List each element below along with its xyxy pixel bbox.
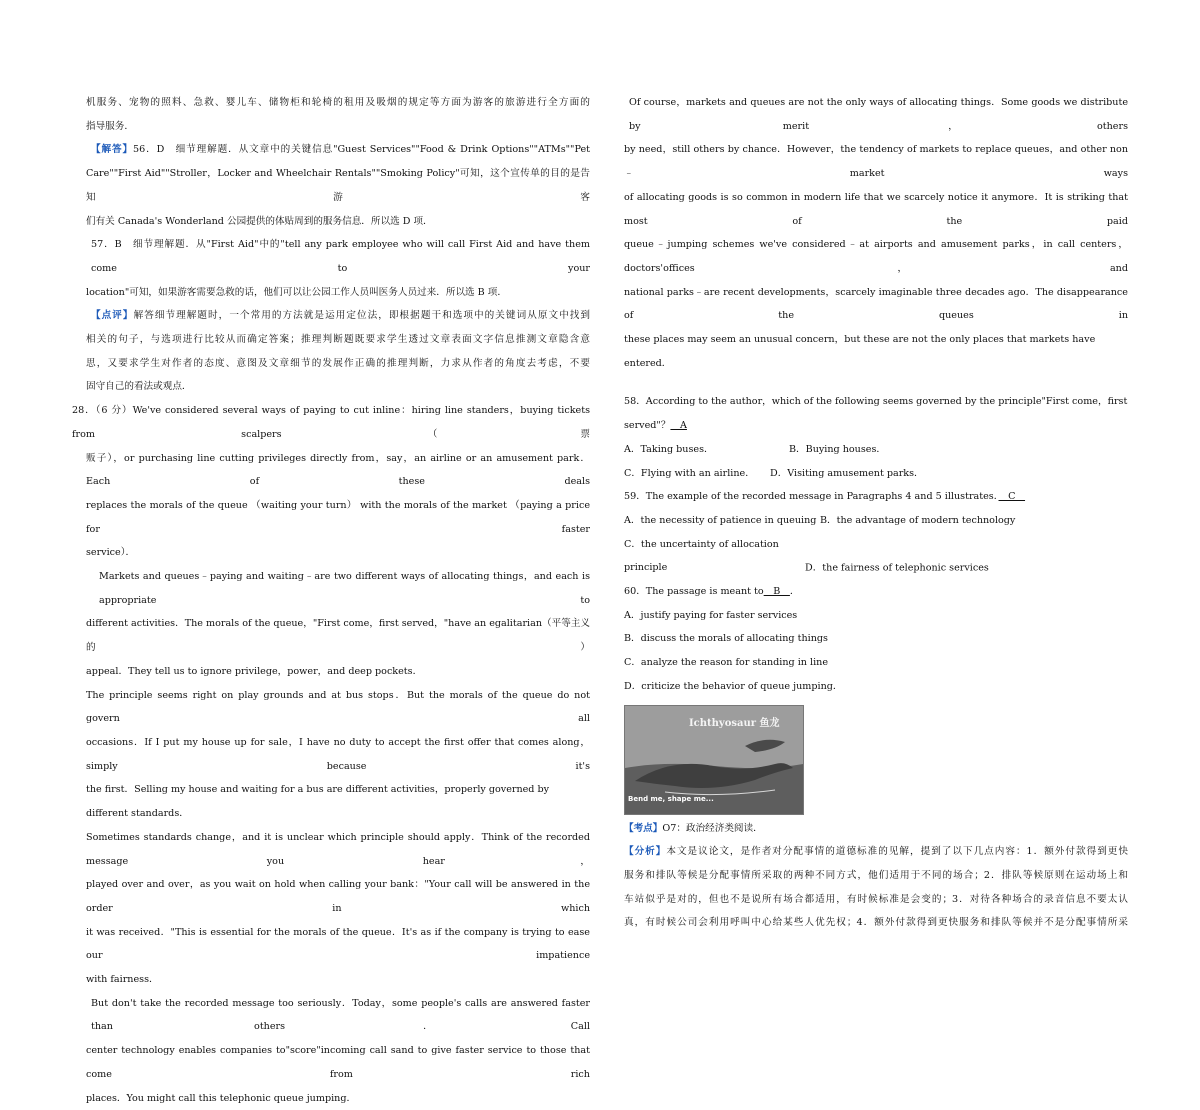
text-line: 相关的句子，与选项进行比较从而确定答案；推理判断题既要求学生透过文章表面文字信息推测文章隐含意 xyxy=(86,334,590,346)
options-row xyxy=(624,438,1128,462)
text-line: 们有关 Canada's Wonderland 公园提供的体贴周到的服务信息．所以选 D 项． xyxy=(86,215,433,227)
answer-56 xyxy=(86,138,590,162)
text-line: 固守自己的看法或观点． xyxy=(86,381,192,393)
answer-blank: A xyxy=(670,420,687,432)
text-line: different activities．The morals of the queue，"First come，first served，"have an egalitarian（平等主义的） xyxy=(86,618,590,654)
option-c: C．Flying with an airline． xyxy=(624,467,755,479)
text-line: played over and over，as you wait on hold when calling your bank："Your call will be answered in the order in which xyxy=(86,879,590,914)
question-28: 28．（6 分）We've considered several ways of paying to cut inline：hiring line standers，buying tickets from scalpers （票 xyxy=(72,405,590,440)
text-line: 机服务、宠物的照料、急救、婴儿车、储物柜和轮椅的租用及吸烟的规定等方面为游客的旅游进行全方面的 xyxy=(86,97,590,108)
answer-blank: B xyxy=(763,586,790,598)
kaodian xyxy=(624,817,1128,841)
text-line: Care""First Aid""Stroller，Locker and Wheelchair Rentals""Smoking Policy"可知，这个宣传单的目的是告知游客 xyxy=(86,168,590,203)
tag-comment: 【点评】 xyxy=(91,310,134,322)
option-a: A．justify paying for faster services xyxy=(624,609,798,621)
option-b: B．discuss the morals of allocating things xyxy=(624,633,828,645)
options-row xyxy=(624,509,1128,533)
text-span: 解答细节理解题时，一个常用的方法就是运用定位法，即根据题干和选项中的关键词从原文中找到 xyxy=(133,310,591,322)
option-d: D．criticize the behavior of queue jumping． xyxy=(624,680,843,692)
text-line: service）． xyxy=(86,547,136,559)
text-line: 车站似乎是对的，但也不是说所有场合都适用，有时候标准是会变的；3．对待各种场合的录音信息不要太认 xyxy=(624,893,1128,905)
option-a: A．Taking buses． xyxy=(624,443,714,455)
text-line: 思，又要求学生对作者的态度、意图及文章细节的发展作正确的推理判断，力求从作者的角度去考虑，不要 xyxy=(86,357,590,369)
question-58 xyxy=(624,390,1128,437)
question-59 xyxy=(624,485,1128,509)
text-line: 真，有时候公司会利用呼叫中心给某些人优先权；4．额外付款得到更快服务和排队等候并不是分配事情所采 xyxy=(624,917,1128,929)
text-line: occasions．If I put my house up for sale，I have no duty to accept the first offer that comes along，simply because it's xyxy=(86,736,590,772)
text-line: these places may seem an unusual concern，but these are not the only places that markets have entered． xyxy=(624,334,1096,369)
text-line: Markets and queues﹣paying and waiting﹣are two different ways of allocating things，and each is appropriate to xyxy=(99,571,590,606)
text-line: But don't take the recorded message too seriously．Today，some people's calls are answered faster than others．Call xyxy=(91,997,590,1033)
tag-analysis: 【分析】 xyxy=(624,846,667,858)
comment xyxy=(86,304,590,328)
text-line: by need，still others by chance．However，the tendency of markets to replace queues，and other non﹣market ways xyxy=(624,144,1128,180)
text-span: O7：政治经济类阅读． xyxy=(662,822,763,834)
text-line: with fairness． xyxy=(86,974,159,986)
analysis xyxy=(624,840,1128,864)
option-c: C．the uncertainty of allocation principle xyxy=(624,538,779,574)
text-line: The principle seems right on play grounds and at bus stops．But the morals of the queue do not govern all xyxy=(86,689,590,725)
tag-kaodian: 【考点】 xyxy=(624,822,663,834)
text-line: of allocating goods is so common in modern life that we scarcely notice it anymore．It is striking that most of the paid xyxy=(624,191,1128,227)
punct: ． xyxy=(789,586,800,598)
left-column xyxy=(72,91,591,1110)
text-line: it was received．"This is essential for the morals of the queue．It's as if the company is trying to ease our impatience xyxy=(86,926,590,962)
text-line: places．You might call this telephonic queue jumping． xyxy=(86,1092,357,1104)
options-row xyxy=(624,462,1128,486)
option-a: A．the necessity of patience in queuing xyxy=(624,514,817,526)
text-line: center technology enables companies to"score"incoming call sand to give faster service to those that come from rich xyxy=(86,1045,590,1080)
text-line: location"可知，如果游客需要急救的话，他们可以让公园工作人员叫医务人员过来．所以选 B 项． xyxy=(86,286,507,298)
options-row xyxy=(624,533,1128,580)
question-stem: 60．The passage is meant to xyxy=(624,586,764,598)
text-line: 57．B 细节理解题．从"First Aid"中的"tell any park employee who will call First Aid and have them come to your xyxy=(91,239,590,274)
text-line: Of course，markets and queues are not the only ways of allocating things．Some goods we distribute by merit，others xyxy=(629,97,1128,132)
right-column xyxy=(624,91,1128,935)
text-line: queue﹣jumping schemes we've considered﹣at airports and amusement parks，in call centers，doctors'offices，and xyxy=(624,239,1128,274)
text-line: national parks﹣are recent developments，scarcely imaginable three decades ago．The disappearance of the queues in xyxy=(624,286,1128,322)
text-line: 贩子），or purchasing line cutting privileges directly from，say，an airline or an amusement park．Each of these deals xyxy=(86,452,590,488)
figure-footer: Bend me, shape me... xyxy=(628,794,714,803)
question-stem: 58．According to the author，which of the following seems governed by the principle"First come，first served"？ xyxy=(624,396,1128,432)
option-d: D．Visiting amusement parks． xyxy=(770,467,924,479)
question-stem: 59．The example of the recorded message in Paragraphs 4 and 5 illustrates． xyxy=(624,491,999,503)
question-60 xyxy=(624,580,1128,604)
option-b: B．the advantage of modern technology xyxy=(820,514,1016,526)
spacer xyxy=(624,375,1128,390)
text-line: the first．Selling my house and waiting for a bus are different activities，properly governed by different standards． xyxy=(86,784,550,820)
text-span: 56．D 细节理解题．从文章中的关键信息"Guest Services""Food & Drink Options""ATMs""Pet xyxy=(132,144,591,156)
text-span: 本文是议论文，是作者对分配事情的道德标准的见解，提到了以下几点内容：1．额外付款得到更快 xyxy=(666,846,1128,858)
ichthyosaur-image xyxy=(624,705,804,815)
tag-answer: 【解答】 xyxy=(91,144,133,156)
text-line: replaces the morals of the queue （waiting your turn） with the morals of the market （paying a price for faster xyxy=(86,499,590,535)
figure-caption: Ichthyosaur 鱼龙 xyxy=(689,717,780,729)
text-line: Sometimes standards change，and it is unclear which principle should apply．Think of the recorded message you hear， xyxy=(86,831,590,867)
answer-blank: C xyxy=(998,491,1026,503)
option-c: C．analyze the reason for standing in line xyxy=(624,657,829,669)
text-line: appeal．They tell us to ignore privilege，power，and deep pockets． xyxy=(86,665,423,677)
text-line: 服务和排队等候是分配事情所采取的两种不同方式，他们适用于不同的场合；2．排队等候原则在运动场上和 xyxy=(624,869,1128,881)
option-d: D．the fairness of telephonic services xyxy=(805,562,989,574)
option-b: B．Buying houses． xyxy=(789,443,886,455)
text-line: 指导服务． xyxy=(86,120,134,132)
